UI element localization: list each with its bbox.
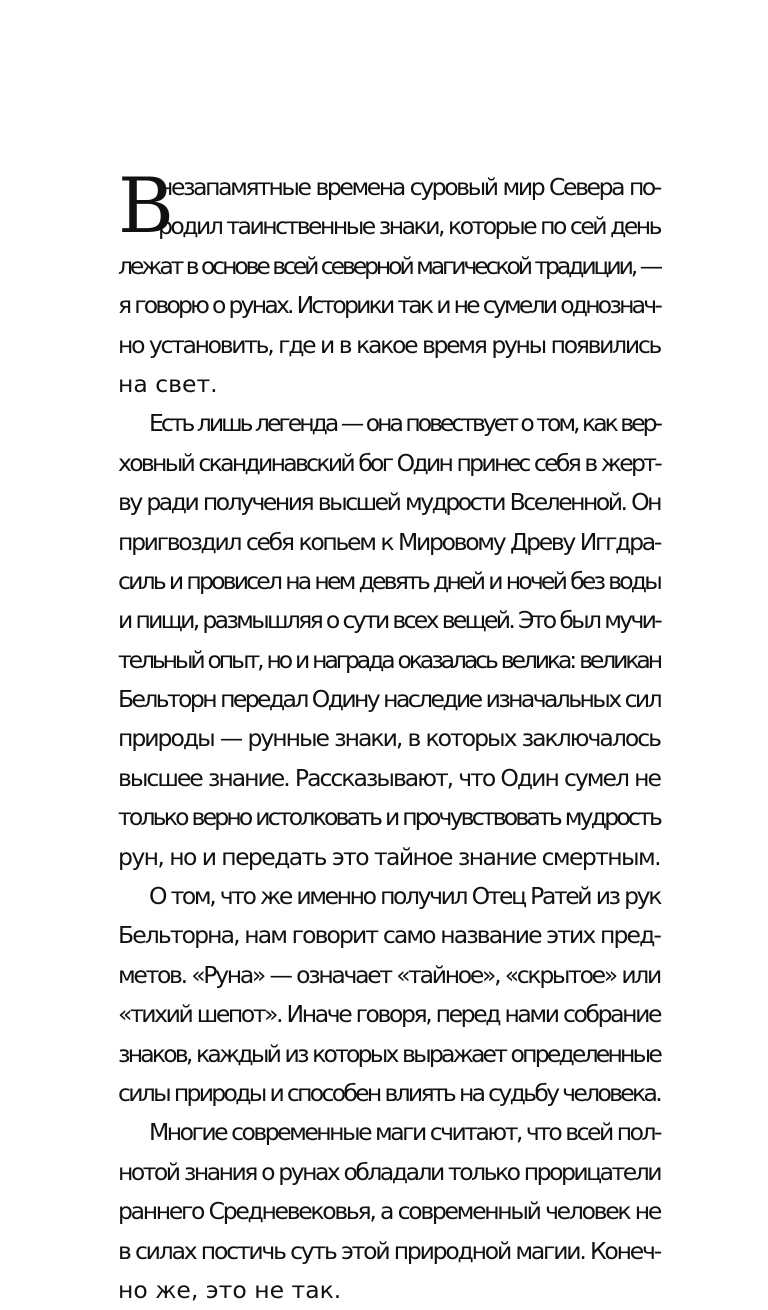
text-line: рун, но и передать это тайное знание смертным.: [118, 842, 660, 871]
body-text: [118, 161, 660, 1310]
text-line: я говорю о рунах. Историки так и не сумели однознач-: [118, 291, 660, 320]
text-line: и пищи, размышляя о сути всех вещей. Это был мучи-: [118, 606, 660, 635]
text-line: знаков, каждый из которых выражает определенные: [118, 1039, 660, 1068]
text-line: природы — рунные знаки, в которых заключалось: [118, 724, 660, 753]
text-line: лежат в основе всей северной магической традиции, —: [118, 251, 660, 280]
text-line: но установить, где и в какое время руны появились: [118, 330, 660, 359]
text-line: незапамятные времена суровый мир Севера по-: [158, 173, 660, 201]
text-line: раннего Средневековья, а современный человек не: [118, 1197, 660, 1226]
text-line: силы природы и способен влиять на судьбу человека.: [118, 1078, 660, 1107]
paragraph-4: [118, 1113, 660, 1310]
text-line: только верно истолковать и прочувствовать мудрость: [118, 803, 660, 832]
text-line: Есть лишь легенда — она повествует о том, как вер-: [149, 409, 660, 438]
text-line: Бельторна, нам говорит само название этих пред-: [118, 921, 660, 950]
text-line: тельный опыт, но и награда оказалась велика: великан: [118, 645, 660, 674]
text-line: О том, что же именно получил Отец Ратей из рук: [149, 882, 660, 911]
text-line: родил таинственные знаки, которые по сей день: [158, 212, 660, 241]
text-line: ву ради получения высшей мудрости Вселенной. Он: [118, 488, 660, 517]
paragraph-3: [118, 877, 660, 1113]
paragraph-1: [118, 161, 660, 404]
text-line: пригвоздил себя копьем к Мировому Древу Иггдра-: [118, 527, 660, 556]
text-line: ховный скандинавский бог Один принес себя в жерт-: [118, 448, 660, 477]
drop-cap: В: [118, 161, 174, 250]
text-line: но же, это не так.: [118, 1275, 342, 1304]
text-line: высшее знание. Рассказывают, что Один сумел не: [118, 763, 660, 792]
text-line: нотой знания о рунах обладали только прорицатели: [118, 1157, 660, 1186]
paragraph-2: [118, 404, 660, 877]
text-line: «тихий шепот». Иначе говоря, перед нами собрание: [118, 1000, 660, 1029]
text-line: в силах постичь суть этой природной магии. Конеч-: [118, 1236, 660, 1265]
text-line: Многие современные маги считают, что всей пол-: [149, 1118, 660, 1147]
text-line: Бельторн передал Одину наследие изначальных сил: [118, 685, 660, 714]
text-line: на свет.: [118, 369, 218, 398]
text-line: силь и провисел на нем девять дней и ночей без воды: [118, 566, 660, 595]
text-line: метов. «Руна» — означает «тайное», «скрытое» или: [118, 960, 660, 989]
